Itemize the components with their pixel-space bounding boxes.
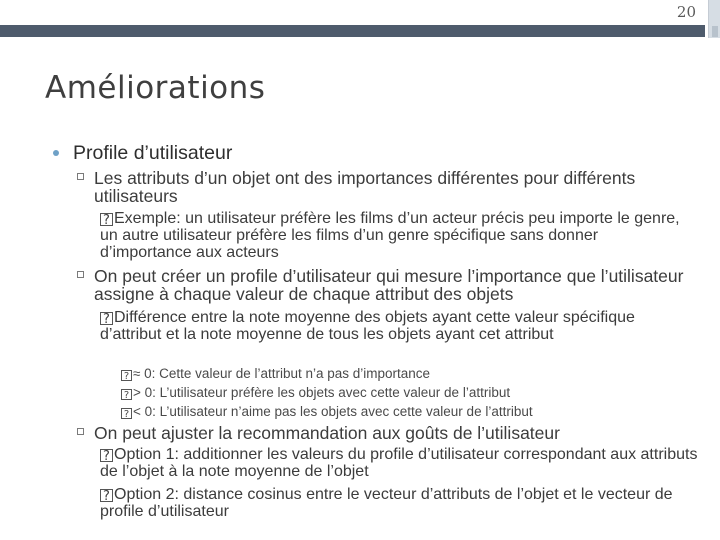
page-number: 20	[676, 3, 696, 21]
bullet-attributs	[94, 169, 644, 205]
bullet-text: > 0: L’utilisateur préfère les objets avec cette valeur de l’attribut	[133, 385, 511, 400]
square-bullet-icon	[77, 271, 84, 278]
bullet-option-1	[100, 446, 705, 480]
bullet-text: On peut ajuster la recommandation aux goûts de l’utilisateur	[94, 423, 560, 443]
missing-glyph-icon: ?	[100, 213, 113, 226]
missing-glyph-icon: ?	[100, 312, 113, 325]
bullet-negative	[121, 404, 533, 420]
bullet-text: Différence entre la note moyenne des objets ayant cette valeur spécifique d’attribut et la note moyenne de tous les objets ayant cet attribut	[100, 309, 635, 343]
bullet-ajuster	[94, 424, 694, 442]
bullet-text: ≈ 0: Cette valeur de l’attribut n’a pas d’importance	[133, 366, 431, 381]
bullet-text: < 0: L’utilisateur n’aime pas les objets avec cette valeur de l’attribut	[133, 404, 533, 419]
bullet-dot-icon	[53, 150, 59, 156]
bullet-exemple	[100, 210, 680, 261]
missing-glyph-icon: ?	[100, 489, 113, 502]
bullet-text: Exemple: un utilisateur préfère les films d’un acteur précis peu importe le genre, un autre utilisateur préfère les films d’un genre spécifique sans donner d’importance aux acteurs	[100, 210, 680, 261]
bullet-profile	[73, 141, 232, 165]
bullet-difference	[100, 309, 690, 343]
bullet-creer-profile	[94, 267, 684, 303]
bullet-option-2	[100, 486, 700, 520]
bullet-text: Option 2: distance cosinus entre le vecteur d’attributs de l’objet et le vecteur de profile d’utilisateur	[100, 486, 673, 520]
bullet-text: Option 1: additionner les valeurs du profile d’utilisateur correspondant aux attributs de l’objet à la note moyenne de l’objet	[100, 446, 698, 480]
missing-glyph-icon: ?	[121, 389, 132, 400]
bullet-text: Profile d’utilisateur	[73, 142, 233, 164]
bullet-zero	[121, 366, 430, 382]
missing-glyph-icon: ?	[100, 449, 113, 462]
square-bullet-icon	[77, 173, 84, 180]
bullet-text: On peut créer un profile d’utilisateur qui mesure l’importance que l’utilisateur assigne à chaque valeur de chaque attribut des objets	[94, 266, 684, 304]
square-bullet-icon	[77, 428, 84, 435]
missing-glyph-icon: ?	[121, 408, 132, 419]
bullet-positive	[121, 385, 510, 401]
slide-title: Améliorations	[45, 70, 266, 106]
missing-glyph-icon: ?	[121, 370, 132, 381]
bullet-text: Les attributs d’un objet ont des importances différentes pour différents utilisateurs	[94, 168, 636, 206]
